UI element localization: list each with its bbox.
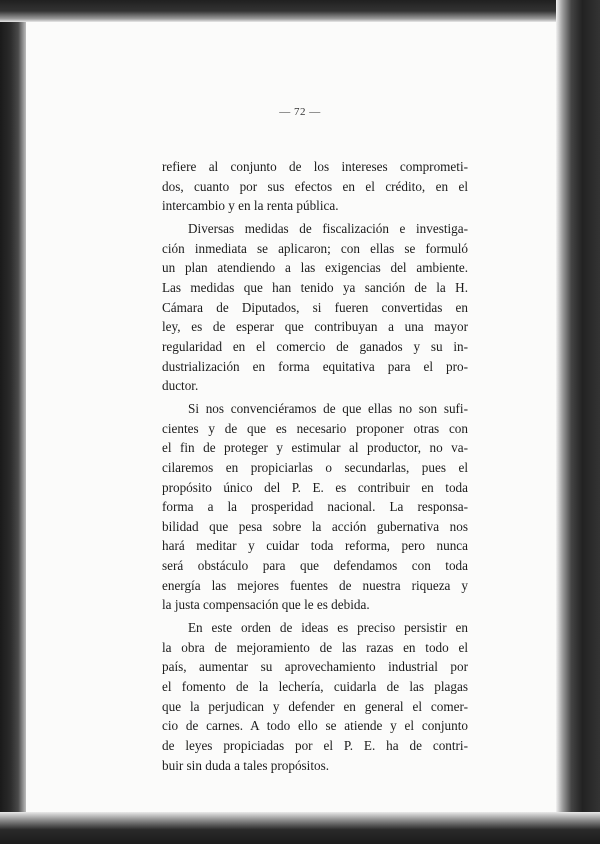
text-line: En este orden de ideas es preciso persistir en: [188, 620, 468, 636]
text-line: ción inmediata se aplicaron; con ellas se formuló: [162, 240, 468, 256]
text-line: cientes y de que es necesario proponer otras con: [162, 420, 468, 436]
text-line: bilidad que pesa sobre la acción gubernativa nos: [162, 518, 468, 534]
text-line: hará meditar y cuidar toda reforma, pero nunca: [162, 538, 468, 554]
text-line: la justa compensación que le es debida.: [162, 597, 370, 613]
paragraph: [162, 618, 468, 775]
text-line: el fomento de la lechería, cuidarla de las plagas: [162, 679, 468, 695]
text-line: cio de carnes. A todo ello se atiende y el conjunto: [162, 718, 468, 734]
paragraph: [162, 157, 468, 216]
text-line: Cámara de Diputados, si fueren convertidas en: [162, 299, 468, 315]
paragraph: [162, 219, 468, 396]
scan-border-bottom: [0, 812, 600, 844]
text-line: un plan atendiendo a las exigencias del ambiente.: [162, 260, 468, 276]
text-line: intercambio y en la renta pública.: [162, 198, 339, 214]
text-line: dos, cuanto por sus efectos en el crédito, en el: [162, 178, 468, 194]
text-line: país, aumentar su aprovechamiento industrial por: [162, 659, 468, 675]
page-number: — 72 —: [279, 106, 321, 118]
text-line: de leyes propiciadas por el P. E. ha de contri-: [162, 738, 468, 754]
text-line: ley, es de esperar que contribuyan a una mayor: [162, 319, 468, 335]
text-line: buir sin duda a tales propósitos.: [162, 757, 330, 773]
scan-border-top: [0, 0, 600, 22]
text-line: propósito único del P. E. es contribuir en toda: [162, 479, 468, 495]
text-line: Si nos convenciéramos de que ellas no son sufi-: [188, 400, 468, 416]
text-line: regularidad en el comercio de ganados y su in-: [162, 338, 468, 354]
text-line: energía las mejores fuentes de nuestra riqueza y: [162, 577, 468, 593]
scan-border-right: [556, 0, 600, 844]
paragraph: [162, 399, 468, 615]
text-line: cilaremos en propiciarlas o secundarlas, pues el: [162, 459, 468, 475]
text-line: forma a la prosperidad nacional. La responsa-: [162, 499, 468, 515]
scan-border-left: [0, 0, 26, 844]
text-line: Las medidas que han tenido ya sanción de la H.: [162, 279, 468, 295]
text-line: el fin de proteger y estimular al productor, no va-: [162, 440, 468, 456]
text-line: dustrialización en forma equitativa para el pro-: [162, 358, 468, 374]
text-line: que la perjudican y defender en general el comer-: [162, 698, 468, 714]
text-line: la obra de mejoramiento de las razas en todo el: [162, 639, 468, 655]
text-line: ductor.: [162, 378, 199, 394]
text-line: Diversas medidas de fiscalización e investiga-: [188, 220, 468, 236]
text-line: refiere al conjunto de los intereses comprometi-: [162, 159, 468, 174]
text-line: será obstáculo para que defendamos con toda: [162, 558, 468, 574]
body-text: [162, 157, 468, 775]
